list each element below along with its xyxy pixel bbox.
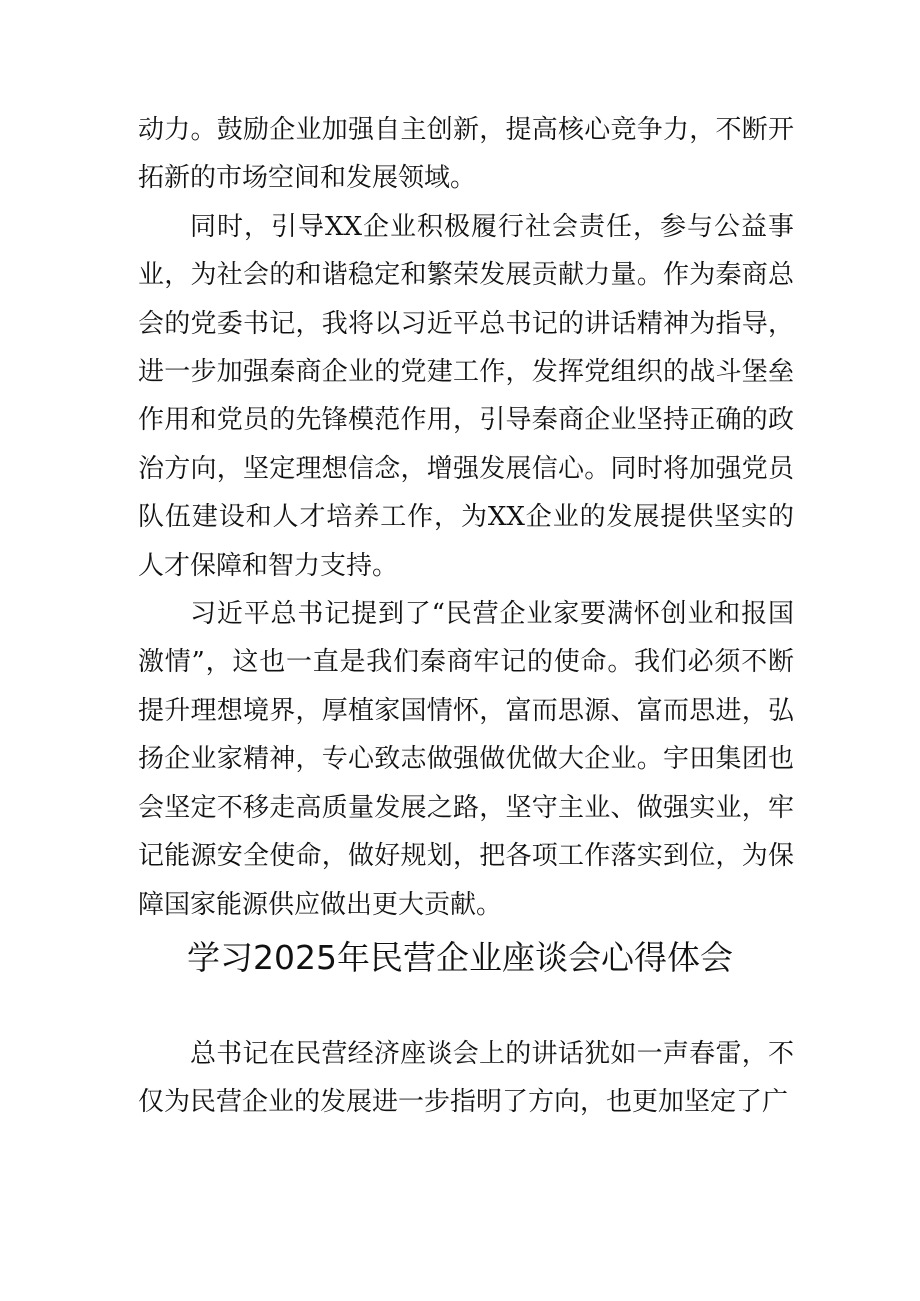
body-text-after-heading <box>138 1030 794 1127</box>
paragraph-continuation: 动力。鼓励企业加强自主创新，提高核心竞争力，不断开拓新的市场空间和发展领域。 <box>138 115 794 194</box>
paragraph: 总书记在民营经济座谈会上的讲话犹如一声春雷，不仅为民营企业的发展进一步指明了方向，也更加坚定了广 <box>138 1039 794 1118</box>
section-title: 学习2025年民营企业座谈会心得体会 <box>187 938 733 977</box>
body-text-before-heading <box>138 106 794 929</box>
paragraph: 习近平总书记提到了“民营企业家要满怀创业和报国激情”，这也一直是我们秦商牢记的使命。我们必须不断提升理想境界，厚植家国情怀，富而思源、富而思进，弘扬企业家精神，专心致志做强做优做大企业。宇田集团也会坚定不移走高质量发展之路，坚守主业、做强实业，牢记能源安全使命，做好规划，把各项工作落实到位，为保障国家能源供应做出更大贡献。 <box>138 599 794 920</box>
paragraph: 同时，引导XX企业积极履行社会责任，参与公益事业，为社会的和谐稳定和繁荣发展贡献力量。作为秦商总会的党委书记，我将以习近平总书记的讲话精神为指导，进一步加强秦商企业的党建工作，发挥党组织的战斗堡垒作用和党员的先锋模范作用，引导秦商企业坚持正确的政治方向，坚定理想信念，增强发展信心。同时将加强党员队伍建设和人才培养工作，为XX企业的发展提供坚实的人才保障和智力支持。 <box>138 211 794 581</box>
